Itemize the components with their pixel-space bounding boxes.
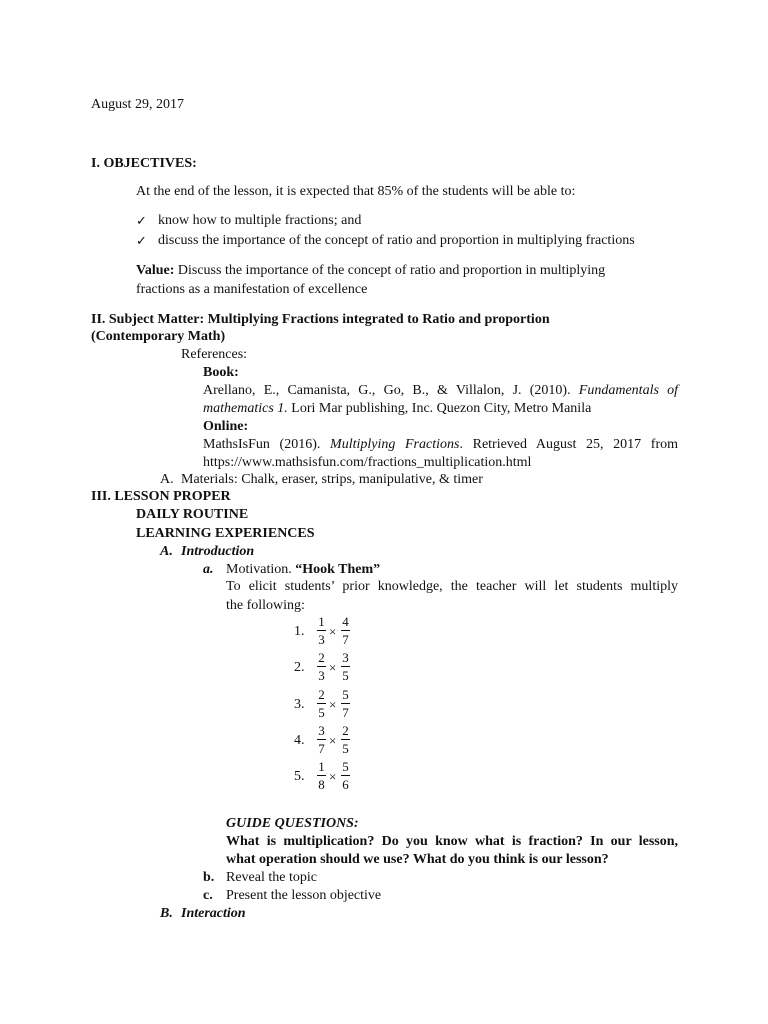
fraction-numerator: 4 [342, 614, 349, 629]
introduction-heading: Introduction [181, 544, 255, 559]
online-title: Multiplying Fractions [330, 437, 460, 452]
fraction-numerator: 3 [318, 723, 325, 738]
second-fraction [341, 651, 350, 683]
first-fraction [317, 724, 326, 756]
online-reference-line1 [203, 436, 678, 453]
fraction-denominator: 5 [318, 705, 325, 720]
fraction-denominator: 7 [342, 632, 349, 647]
fraction-denominator: 8 [318, 777, 325, 792]
introduction-marker: A. [160, 544, 173, 559]
motivation-prefix: Motivation. [226, 562, 296, 577]
step-b-text: Reveal the topic [226, 870, 317, 885]
online-retrieved: . Retrieved August 25, 2017 from [459, 437, 679, 452]
online-label: Online: [203, 419, 249, 434]
fraction-numerator: 1 [318, 614, 325, 629]
online-author: MathsIsFun (2016). [203, 437, 321, 452]
learning-experiences-heading: LEARNING EXPERIENCES [136, 526, 315, 541]
book-authors: Arellano, E., Camanista, G., Go, B., & Villalon, J. (2010). [203, 383, 571, 398]
fraction-denominator: 3 [318, 632, 325, 647]
fraction-numerator: 5 [342, 687, 349, 702]
fraction-numerator: 2 [318, 650, 325, 665]
fraction-denominator: 6 [342, 777, 349, 792]
multiply-sign: × [329, 660, 337, 675]
guide-questions-heading: GUIDE QUESTIONS: [226, 816, 359, 831]
problem-number: 5. [294, 769, 305, 784]
step-c-text: Present the lesson objective [226, 888, 382, 903]
checkmark-icon: ✓ [136, 213, 147, 228]
second-fraction [341, 760, 350, 792]
fraction-denominator: 7 [318, 741, 325, 756]
daily-routine-heading: DAILY ROUTINE [136, 507, 249, 522]
multiply-sign: × [329, 697, 337, 712]
first-fraction [317, 651, 326, 683]
fraction-numerator: 2 [318, 687, 325, 702]
second-fraction [341, 688, 350, 720]
problem-number: 3. [294, 697, 305, 712]
references-label: References: [181, 347, 248, 362]
book-publisher: Lori Mar publishing, Inc. Quezon City, Metro Manila [287, 401, 592, 416]
motivation-marker: a. [203, 562, 214, 577]
materials-marker: A. [160, 472, 174, 487]
multiply-sign: × [329, 624, 337, 639]
value-text: Discuss the importance of the concept of ratio and proportion in multiplying [174, 263, 606, 278]
objectives-intro: At the end of the lesson, it is expected that 85% of the students will be able to: [136, 184, 576, 199]
second-fraction [341, 724, 350, 756]
document-date: August 29, 2017 [91, 97, 184, 112]
value-statement [136, 262, 605, 279]
motivation-line [226, 561, 380, 578]
value-label: Value: [136, 263, 175, 278]
online-url: https://www.mathsisfun.com/fractions_multiplication.html [203, 455, 532, 470]
fraction-denominator: 5 [342, 668, 349, 683]
book-reference-line2 [203, 400, 591, 417]
problem-number: 1. [294, 624, 305, 639]
step-c-marker: c. [203, 888, 213, 903]
objective-item: discuss the importance of the concept of ratio and proportion in multiplying fractions [158, 233, 635, 248]
book-reference-line1 [203, 382, 678, 399]
objectives-heading: I. OBJECTIVES: [91, 156, 197, 171]
guide-questions-text: What is multiplication? Do you know what is fraction? In our lesson, [226, 834, 678, 849]
multiply-sign: × [329, 769, 337, 784]
fraction-numerator: 2 [342, 723, 349, 738]
elicit-text-continued: the following: [226, 598, 305, 613]
interaction-marker: B. [160, 906, 173, 921]
book-title-continued: mathematics 1. [203, 401, 288, 416]
problem-number: 2. [294, 660, 305, 675]
book-title: Fundamentals of [578, 383, 679, 398]
second-fraction [341, 615, 350, 647]
fraction-numerator: 5 [342, 759, 349, 774]
materials-text: Materials: Chalk, eraser, strips, manipulative, & timer [181, 472, 483, 487]
checkmark-icon: ✓ [136, 233, 147, 248]
elicit-text: To elicit students’ prior knowledge, the teacher will let students multiply [226, 579, 678, 594]
subject-matter-subheading: (Contemporary Math) [91, 329, 226, 344]
fraction-denominator: 7 [342, 705, 349, 720]
fraction-denominator: 5 [342, 741, 349, 756]
interaction-heading: Interaction [181, 906, 246, 921]
multiply-sign: × [329, 733, 337, 748]
book-label: Book: [203, 365, 239, 380]
problem-number: 4. [294, 733, 305, 748]
value-text-continued: fractions as a manifestation of excellence [136, 282, 368, 297]
lesson-proper-heading: III. LESSON PROPER [91, 489, 231, 504]
first-fraction [317, 688, 326, 720]
fraction-denominator: 3 [318, 668, 325, 683]
first-fraction [317, 615, 326, 647]
fraction-numerator: 1 [318, 759, 325, 774]
fraction-numerator: 3 [342, 650, 349, 665]
guide-questions-text-continued: what operation should we use? What do you think is our lesson? [226, 852, 609, 867]
motivation-title: “Hook Them” [295, 562, 381, 577]
first-fraction [317, 760, 326, 792]
objective-item: know how to multiple fractions; and [158, 213, 362, 228]
subject-matter-heading: II. Subject Matter: Multiplying Fractions integrated to Ratio and proportion [91, 312, 550, 327]
step-b-marker: b. [203, 870, 215, 885]
